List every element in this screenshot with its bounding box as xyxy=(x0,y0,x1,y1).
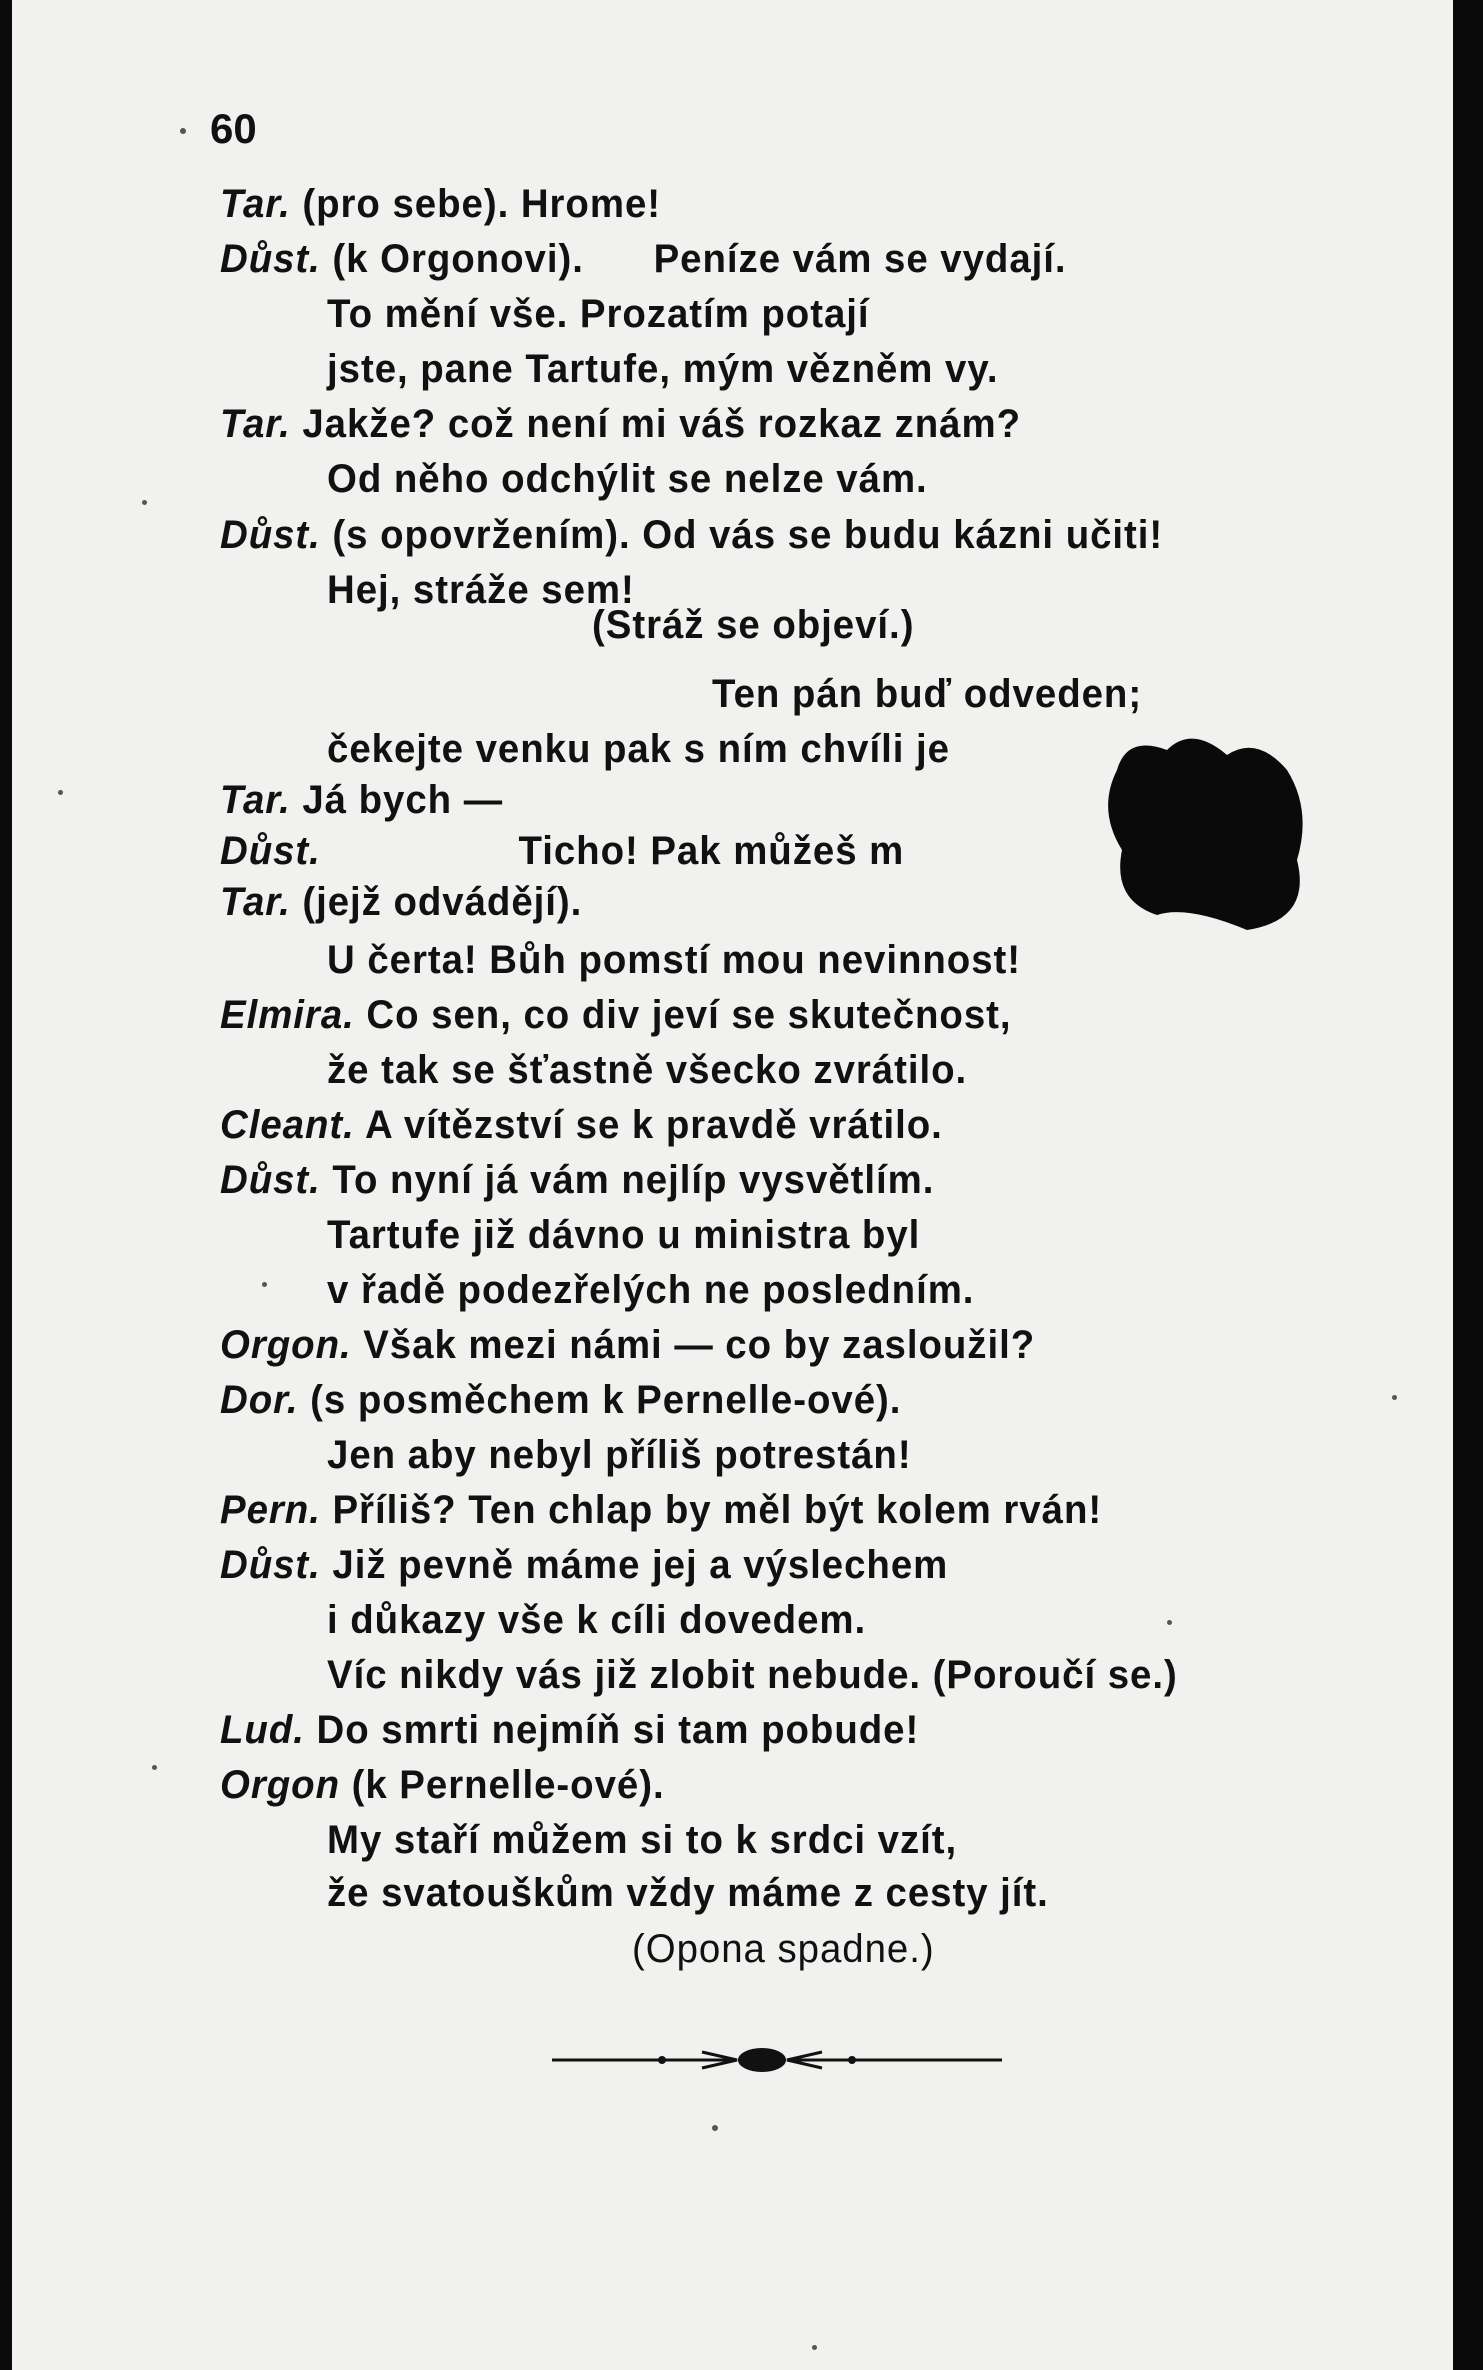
speck xyxy=(812,2345,817,2350)
line-text: Příliš? Ten chlap by měl být kolem rván! xyxy=(320,1488,1103,1532)
speck xyxy=(142,500,147,505)
speaker-name: Důst. xyxy=(220,829,321,873)
line-text: že svatouškům vždy máme z cesty jít. xyxy=(327,1871,1049,1915)
speaker-name: Tar. xyxy=(220,402,291,446)
speaker-name: Důst. xyxy=(220,513,321,557)
speech-line xyxy=(220,1103,943,1148)
line-text: jste, pane Tartufe, mým vězněm vy. xyxy=(327,347,999,391)
line-text: Však mezi námi — co by zasloužil? xyxy=(351,1323,1036,1367)
line-text: Od něho odchýlit se nelze vám. xyxy=(327,457,928,501)
speck xyxy=(58,790,63,795)
line-text: Jakže? což není mi váš rozkaz znám? xyxy=(290,402,1022,446)
speaker-name: Orgon. xyxy=(220,1323,352,1367)
line-text: U čerta! Bůh pomstí mou nevinnost! xyxy=(327,938,1022,982)
line-text: (k Orgonovi). Peníze vám se vydají. xyxy=(320,237,1067,281)
speech-line xyxy=(220,1488,1102,1533)
line-text: Již pevně máme jej a výslechem xyxy=(320,1543,949,1587)
stage-direction-closing: (Opona spadne.) xyxy=(632,1927,935,1971)
speck xyxy=(1167,1620,1172,1625)
speaker-name: Dor. xyxy=(220,1378,299,1422)
line-text: Do smrti nejmíň si tam pobude! xyxy=(304,1708,920,1752)
speaker-name: Lud. xyxy=(220,1708,305,1752)
line-text: (k Pernelle-ové). xyxy=(339,1763,665,1807)
speech-line xyxy=(220,402,1021,447)
verse-line xyxy=(327,568,635,613)
speech-line xyxy=(220,778,503,823)
verse-line xyxy=(327,1433,912,1478)
verse-line xyxy=(327,727,950,772)
line-text: To mění vše. Prozatím potají xyxy=(327,292,870,336)
speaker-name: Důst. xyxy=(220,1158,321,1202)
line-text: v řadě podezřelých ne posledním. xyxy=(327,1268,975,1312)
speaker-name: Důst. xyxy=(220,237,321,281)
line-text: Já bych — xyxy=(290,778,504,822)
speaker-name: Pern. xyxy=(220,1488,321,1532)
speck xyxy=(712,2125,718,2131)
speaker-name: Orgon xyxy=(220,1763,340,1807)
speck xyxy=(180,128,186,134)
line-text: Tartufe již dávno u ministra byl xyxy=(327,1213,921,1257)
speech-line xyxy=(220,237,1067,282)
speck xyxy=(152,1765,157,1770)
line-text: Víc nikdy vás již zlobit nebude. (Poroučí se.) xyxy=(327,1653,1178,1697)
line-text: Ten pán buď odveden; xyxy=(712,672,1143,716)
line-text: A vítězství se k pravdě vrátilo. xyxy=(354,1103,943,1147)
line-text: To nyní já vám nejlíp vysvětlím. xyxy=(320,1158,935,1202)
line-text: že tak se šťastně všecko zvrátilo. xyxy=(327,1048,968,1092)
verse-line xyxy=(327,1818,957,1863)
speech-line xyxy=(220,1378,901,1423)
speech-line xyxy=(220,1158,934,1203)
speech-line xyxy=(220,1708,919,1753)
verse-line xyxy=(327,457,928,502)
line-text: Jen aby nebyl příliš potrestán! xyxy=(327,1433,912,1477)
ornament-divider xyxy=(552,2040,1002,2080)
line-text: My staří můžem si to k srdci vzít, xyxy=(327,1818,958,1862)
page-edge-shadow xyxy=(1453,0,1483,2370)
verse-line xyxy=(327,938,1021,983)
speaker-name: Cleant. xyxy=(220,1103,355,1147)
line-text: (jejž odvádějí). xyxy=(290,880,583,924)
verse-line xyxy=(327,347,998,392)
line-text: i důkazy vše k cíli dovedem. xyxy=(327,1598,867,1642)
speech-line xyxy=(220,993,1012,1038)
speech-line xyxy=(220,1543,948,1588)
speech-line xyxy=(220,1763,665,1808)
line-text: (s opovržením). Od vás se budu kázni učiti! xyxy=(320,513,1164,557)
verse-line xyxy=(327,292,870,337)
line-text: (s posměchem k Pernelle-ové). xyxy=(298,1378,902,1422)
speech-line xyxy=(220,513,1163,558)
ink-blot-damage xyxy=(1097,730,1312,930)
verse-line xyxy=(327,1268,974,1313)
verse-line xyxy=(712,672,1142,717)
speck xyxy=(262,1282,267,1287)
verse-line xyxy=(327,1871,1049,1916)
speech-line xyxy=(220,829,904,874)
line-text: (Stráž se objeví.) xyxy=(592,603,915,647)
speech-line xyxy=(220,182,661,227)
speech-line xyxy=(220,880,582,925)
speaker-name: Elmira. xyxy=(220,993,355,1037)
speck xyxy=(1392,1395,1397,1400)
speaker-name: Tar. xyxy=(220,778,291,822)
line-text: Ticho! Pak můžeš m xyxy=(320,829,905,873)
line-text: (pro sebe). Hrome! xyxy=(290,182,662,226)
line-text: Hej, stráže sem! xyxy=(327,568,635,612)
line-text: Co sen, co div jeví se skutečnost, xyxy=(354,993,1012,1037)
verse-line xyxy=(327,1598,866,1643)
speaker-name: Tar. xyxy=(220,182,291,226)
speaker-name: Tar. xyxy=(220,880,291,924)
verse-line xyxy=(592,603,914,648)
line-text: čekejte venku pak s ním chvíli je xyxy=(327,727,950,771)
verse-line xyxy=(327,1653,1178,1698)
verse-line xyxy=(327,1213,920,1258)
page-number: 60 xyxy=(210,105,257,152)
book-page xyxy=(12,0,1460,2370)
speech-line xyxy=(220,1323,1035,1368)
speaker-name: Důst. xyxy=(220,1543,321,1587)
verse-line xyxy=(327,1048,967,1093)
